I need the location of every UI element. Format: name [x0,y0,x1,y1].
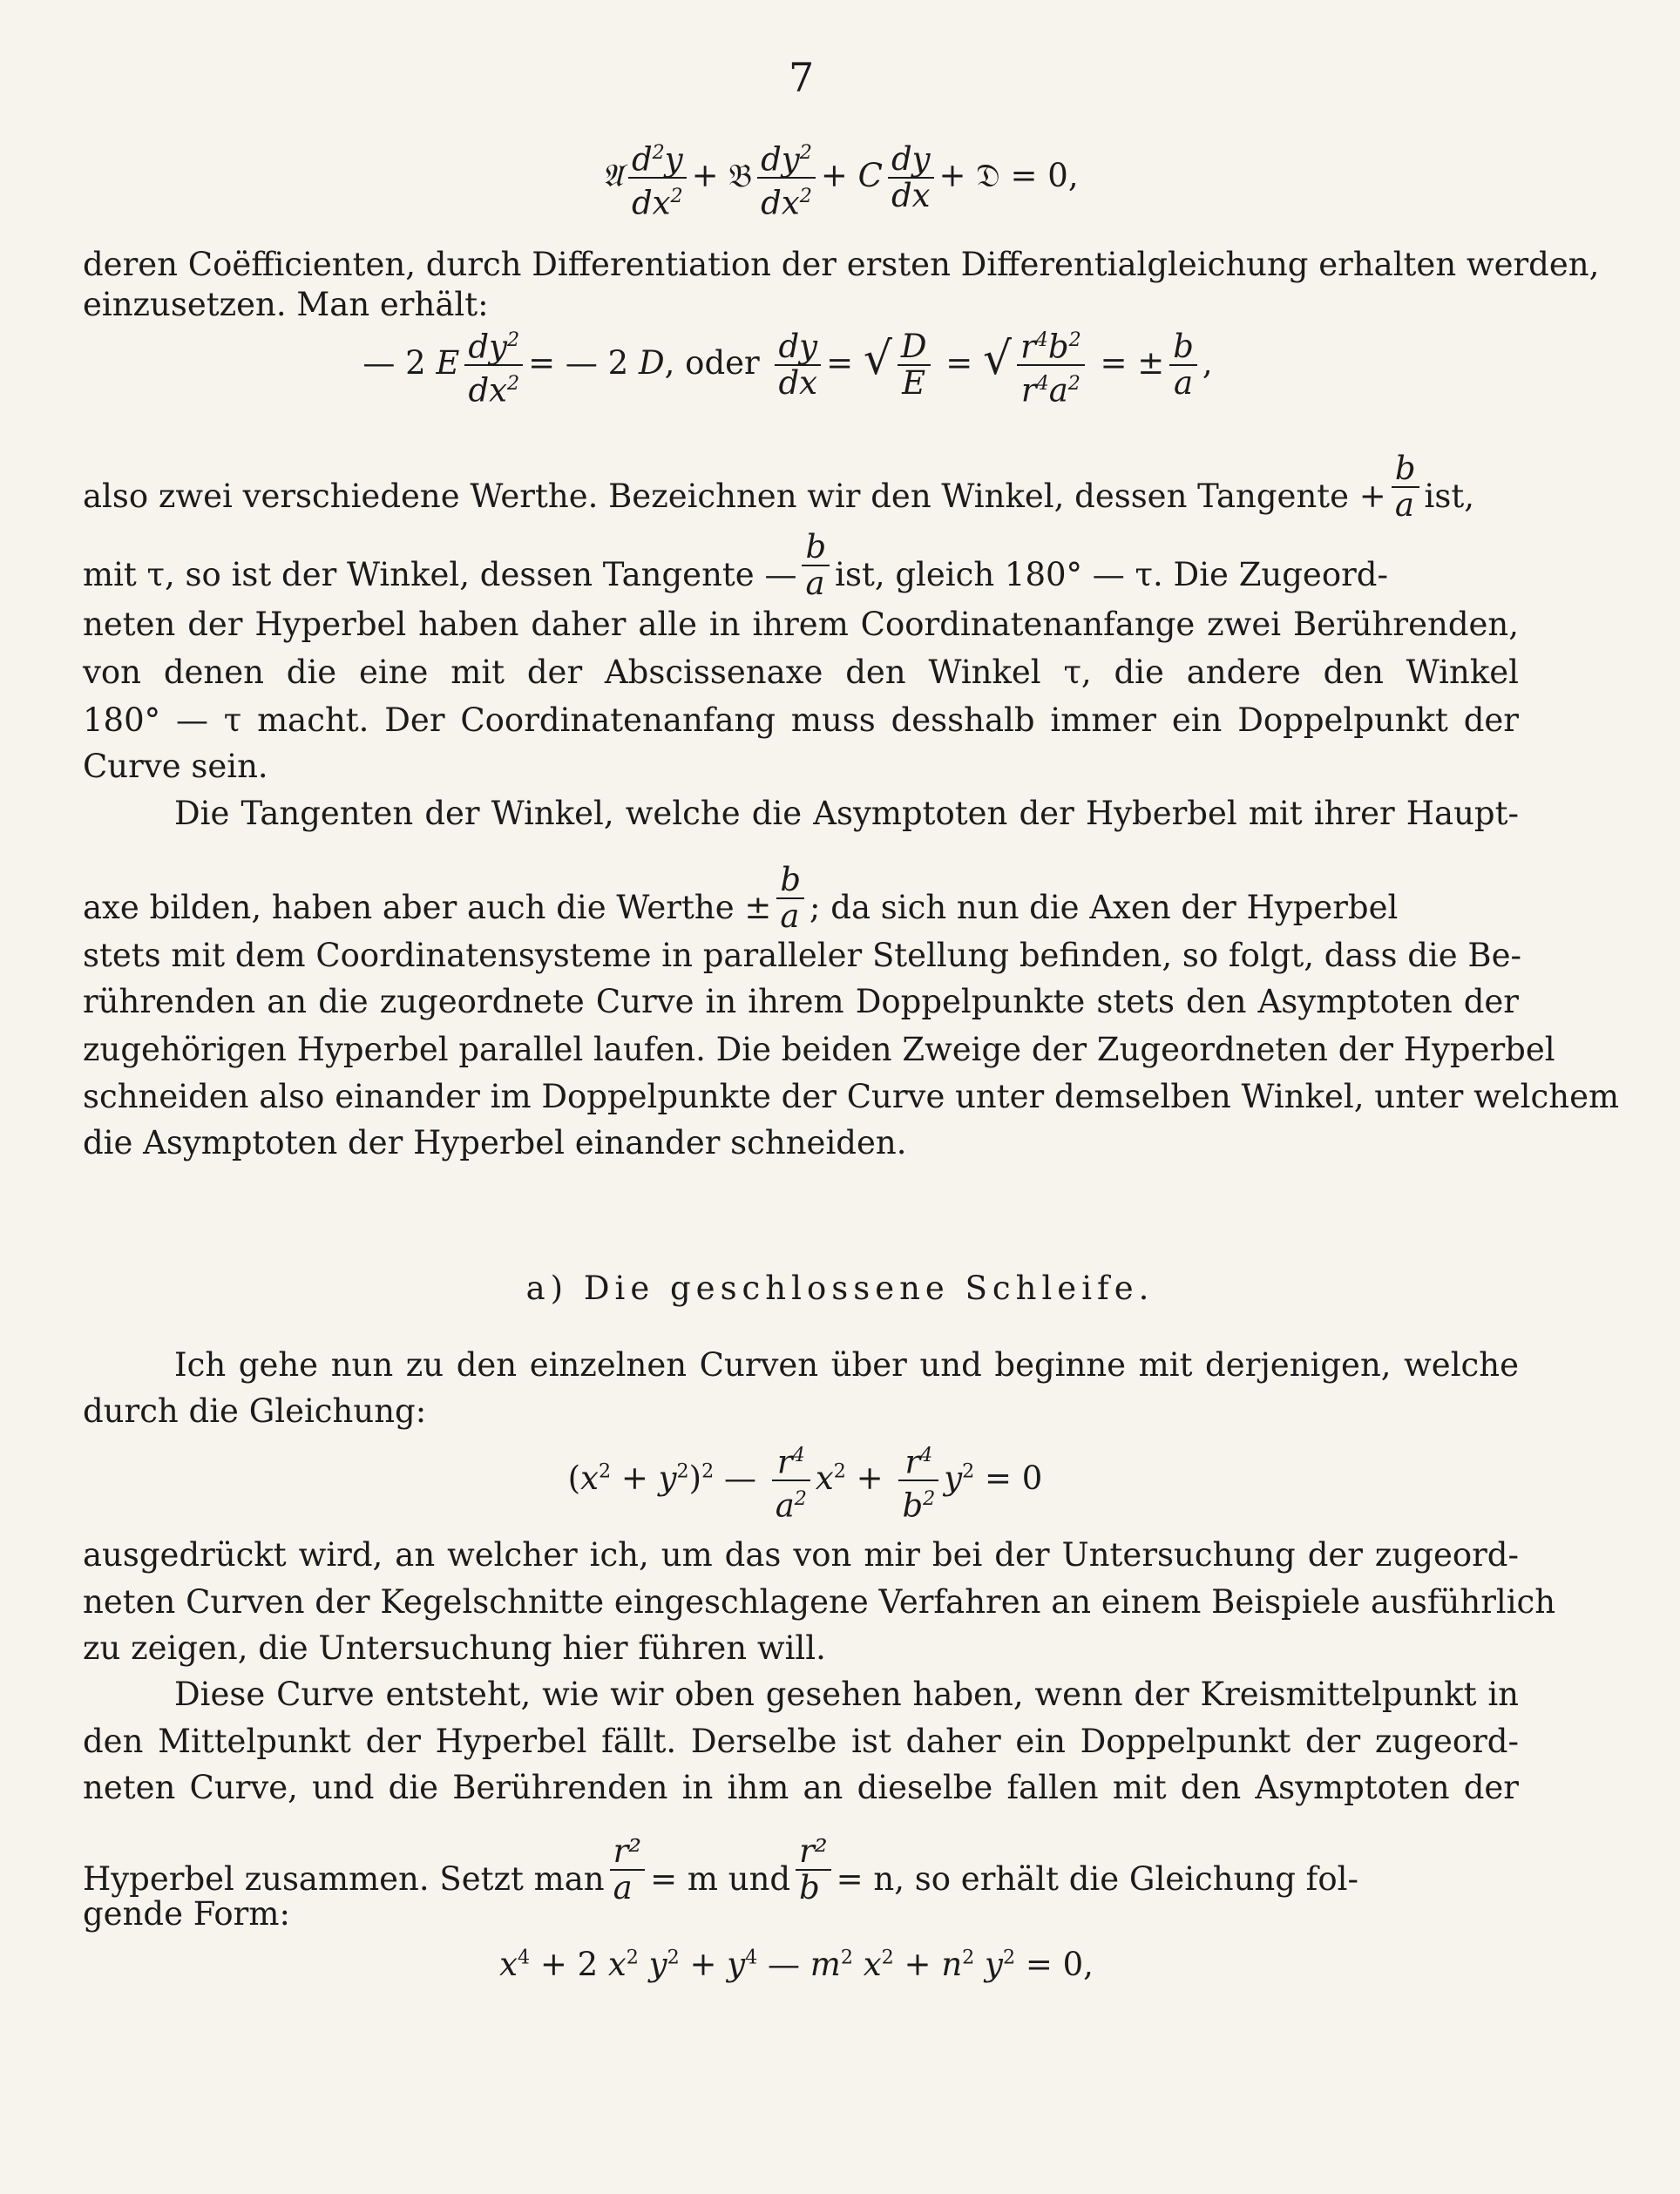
text-line: die Asymptoten der Hyperbel einander schneiden. [83,1124,907,1161]
page-number: 7 [789,54,815,101]
text-line: den Mittelpunkt der Hyperbel fällt. Derselbe ist daher ein Doppelpunkt der zugeord- [83,1723,1519,1760]
text-line: gende Form: [83,1895,290,1933]
text-line: deren Coëfficienten, durch Differentiation der ersten Differentialgleichung erhalten werden, [83,246,1600,283]
text-line: zugehörigen Hyperbel parallel laufen. Die beiden Zweige der Zugeordneten der Hyperbel [83,1031,1555,1068]
equation-3: $(x^2 + y^2)^2$ — $\frac{r^4}{a^2}$ $x^2$ + $\frac{r^4}{b^2}$ $y^2 = 0$ [0,1438,1645,1524]
text-line: Curve sein. [83,748,268,785]
text-line: durch die Gleichung: [83,1392,427,1430]
text-line: einzusetzen. Man erhält: [83,286,489,323]
text-line: Die Tangenten der Winkel, welche die Asymptoten der Hyberbel mit ihrer Haupt- [174,795,1519,832]
text-line: Hyperbel zusammen. Setzt man $\frac{\text{r²}}{a}$ = m und $\frac{\text{r²}}{b}$ = n, so erhält die Gleichung fol- [83,1832,1358,1906]
text-line: Diese Curve entsteht, wie wir oben gesehen haben, wenn der Kreismittelpunkt in [174,1676,1519,1713]
text-line: 180° — τ macht. Der Coordinatenanfang muss desshalb immer ein Doppelpunkt der [83,701,1519,739]
text-line: mit τ, so ist der Winkel, dessen Tangente — $\frac{b}{a}$ ist, gleich 180° — τ. Die Zugeord- [83,528,1388,602]
text-line: Ich gehe nun zu den einzelnen Curven über und beginne mit derjenigen, welche [174,1346,1519,1384]
text-line: ausgedrückt wird, an welcher ich, um das von mir bei der Untersuchung der zugeord- [83,1536,1519,1574]
text-line: axe bilden, haben aber auch die Werthe ± $\frac{b}{a}$ ; da sich nun die Axen der Hyperbel [83,861,1399,935]
text-line: von denen die eine mit der Abscissenaxe den Winkel τ, die andere den Winkel [83,653,1519,691]
text-line: schneiden also einander im Doppelpunkte der Curve unter demselben Winkel, unter welchem [83,1078,1620,1115]
text-line: neten Curve, und die Berührenden in ihm an dieselbe fallen mit den Asymptoten der [83,1769,1519,1806]
section-heading: a) Die geschlossene Schleife. [525,1270,1155,1307]
text-line: also zwei verschiedene Werthe. Bezeichnen wir den Winkel, dessen Tangente + $\frac{b}{a}$ ist, [83,450,1474,524]
text-line: rührenden an die zugeordnete Curve in ihrem Doppelpunkte stets den Asymptoten der [83,983,1519,1020]
equation-2: — 2 E $\frac{dy^2}{dx^2}$ = — 2 D, oder $\frac{dy}{dx}$ = √ $\frac{D}{E}$ = √ $\frac{r^4b^2}{r^4a^2}$ = ± $\frac{b}{a}$ , [0,322,1628,409]
text-line: neten der Hyperbel haben daher alle in ihrem Coordinatenanfange zwei Berührenden, [83,606,1519,643]
equation-1: 𝔄 $\frac{d^2y}{dx^2}$ + 𝔅 $\frac{dy^2}{dx^2}$ + C $\frac{dy}{dx}$ + 𝔇 = 0, [0,135,1680,221]
equation-4: $x^4 + 2$ $x^2$ $y^2 + y^4$ — $m^2$ $x^2 + n^2$ $y^2 = 0$, [499,1946,1094,1983]
text-line: neten Curven der Kegelschnitte eingeschlagene Verfahren an einem Beispiele ausführlich [83,1583,1556,1621]
text-line: stets mit dem Coordinatensysteme in paralleler Stellung befinden, so folgt, dass die Be- [83,937,1521,974]
text-line: zu zeigen, die Untersuchung hier führen will. [83,1629,826,1667]
